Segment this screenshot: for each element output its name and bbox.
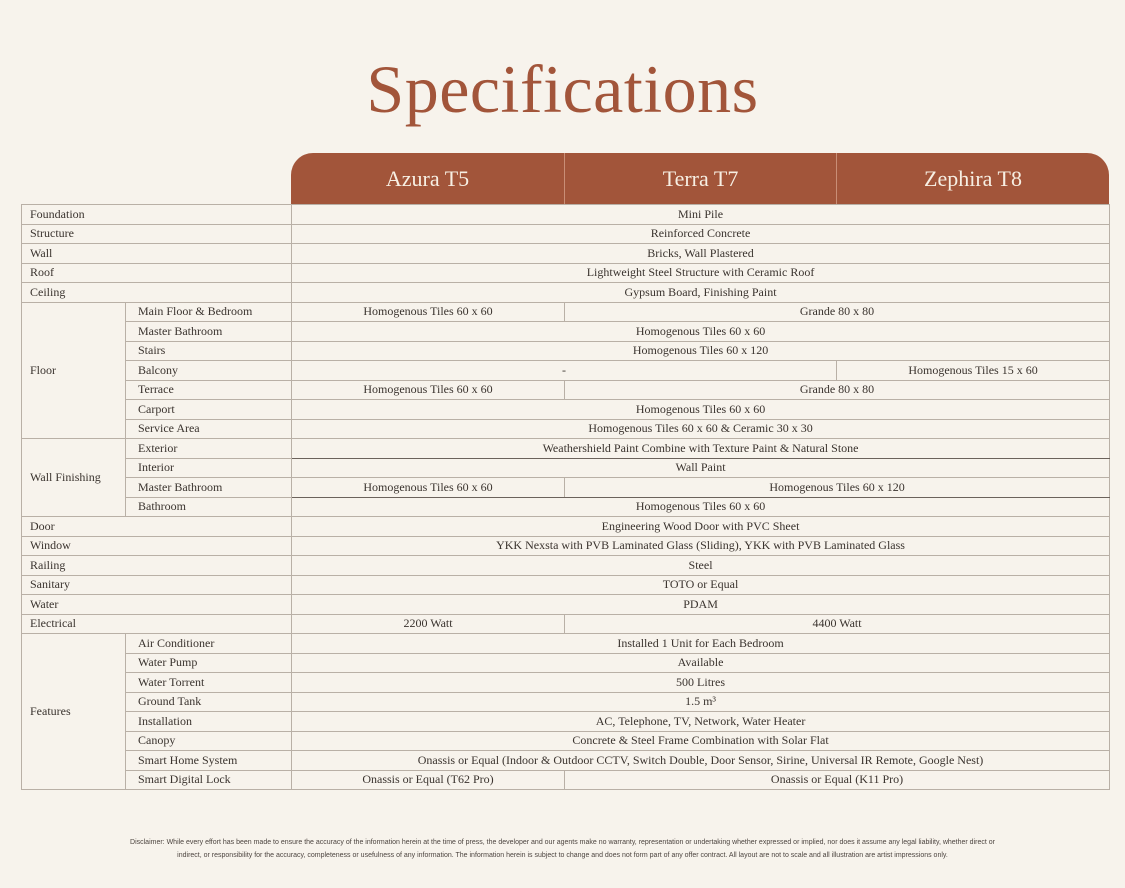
value-exterior: Weathershield Paint Combine with Texture Paint & Natural Stone (292, 439, 1110, 459)
table-row (22, 283, 1110, 303)
table-row (22, 302, 1110, 322)
value-installation: AC, Telephone, TV, Network, Water Heater (292, 712, 1110, 732)
table-row (22, 712, 1110, 732)
disclaimer-line-2: indirect, or responsibility for the accuracy, completeness or usefulness of any information. The information herein is subject to change and does not form part of any offer contract. All layout are not to scale and all illustration are artist impressions only. (177, 852, 948, 859)
value-main-floor-others: Grande 80 x 80 (565, 302, 1110, 322)
value-stairs: Homogenous Tiles 60 x 120 (292, 341, 1110, 361)
row-label-ceiling: Ceiling (22, 283, 292, 303)
table-row (22, 770, 1110, 790)
category-floor: Floor (22, 302, 126, 439)
table-row (22, 634, 1110, 654)
row-label-window: Window (22, 536, 292, 556)
row-label-wall: Wall (22, 244, 292, 264)
value-electrical-others: 4400 Watt (565, 614, 1110, 634)
table-row (22, 575, 1110, 595)
value-foundation: Mini Pile (292, 205, 1110, 225)
column-header-zephira: Zephira T8 (836, 153, 1109, 205)
row-label-roof: Roof (22, 263, 292, 283)
value-smart-lock-azura: Onassis or Equal (T62 Pro) (292, 770, 565, 790)
table-row (22, 380, 1110, 400)
table-row (22, 263, 1110, 283)
row-label-balcony: Balcony (126, 361, 292, 381)
row-label-foundation: Foundation (22, 205, 292, 225)
table-row (22, 517, 1110, 537)
table-row (22, 400, 1110, 420)
table-row (22, 361, 1110, 381)
row-label-carport: Carport (126, 400, 292, 420)
value-water: PDAM (292, 595, 1110, 615)
row-label-ground-tank: Ground Tank (126, 692, 292, 712)
value-water-torrent: 500 Litres (292, 673, 1110, 693)
value-door: Engineering Wood Door with PVC Sheet (292, 517, 1110, 537)
value-carport: Homogenous Tiles 60 x 60 (292, 400, 1110, 420)
row-label-smart-lock: Smart Digital Lock (126, 770, 292, 790)
row-label-master-bathroom-floor: Master Bathroom (126, 322, 292, 342)
value-master-bathroom-floor: Homogenous Tiles 60 x 60 (292, 322, 1110, 342)
row-label-service-area: Service Area (126, 419, 292, 439)
value-terrace-azura: Homogenous Tiles 60 x 60 (292, 380, 565, 400)
value-interior: Wall Paint (292, 458, 1110, 478)
value-ground-tank: 1.5 m³ (292, 692, 1110, 712)
value-window: YKK Nexsta with PVB Laminated Glass (Sliding), YKK with PVB Laminated Glass (292, 536, 1110, 556)
category-features: Features (22, 634, 126, 790)
category-wall-finishing: Wall Finishing (22, 439, 126, 517)
table-row (22, 536, 1110, 556)
table-row (22, 653, 1110, 673)
value-air-conditioner: Installed 1 Unit for Each Bedroom (292, 634, 1110, 654)
value-smart-home: Onassis or Equal (Indoor & Outdoor CCTV, Switch Double, Door Sensor, Sirine, Universal IR Remote, Google Nest) (292, 751, 1110, 771)
value-balcony-azura-terra: - (292, 361, 837, 381)
row-label-installation: Installation (126, 712, 292, 732)
value-water-pump: Available (292, 653, 1110, 673)
row-label-door: Door (22, 517, 292, 537)
value-structure: Reinforced Concrete (292, 224, 1110, 244)
row-label-water-torrent: Water Torrent (126, 673, 292, 693)
table-row (22, 205, 1110, 225)
table-row (22, 497, 1110, 517)
row-label-electrical: Electrical (22, 614, 292, 634)
table-row (22, 244, 1110, 264)
table-row (22, 458, 1110, 478)
row-label-stairs: Stairs (126, 341, 292, 361)
row-label-water: Water (22, 595, 292, 615)
row-label-canopy: Canopy (126, 731, 292, 751)
row-label-air-conditioner: Air Conditioner (126, 634, 292, 654)
value-sanitary: TOTO or Equal (292, 575, 1110, 595)
value-wall: Bricks, Wall Plastered (292, 244, 1110, 264)
table-header (291, 153, 1109, 205)
value-service-area: Homogenous Tiles 60 x 60 & Ceramic 30 x 30 (292, 419, 1110, 439)
value-electrical-azura: 2200 Watt (292, 614, 565, 634)
specifications-table (21, 204, 1110, 790)
table-row (22, 341, 1110, 361)
row-label-terrace: Terrace (126, 380, 292, 400)
value-smart-lock-others: Onassis or Equal (K11 Pro) (565, 770, 1110, 790)
row-label-smart-home: Smart Home System (126, 751, 292, 771)
value-canopy: Concrete & Steel Frame Combination with Solar Flat (292, 731, 1110, 751)
row-label-railing: Railing (22, 556, 292, 576)
table-row (22, 673, 1110, 693)
table-row (22, 692, 1110, 712)
table-row (22, 614, 1110, 634)
row-label-interior: Interior (126, 458, 292, 478)
value-master-bathroom-wall-others: Homogenous Tiles 60 x 120 (565, 478, 1110, 498)
table-row (22, 224, 1110, 244)
disclaimer (60, 836, 1065, 862)
table-row (22, 322, 1110, 342)
table-row (22, 595, 1110, 615)
row-label-water-pump: Water Pump (126, 653, 292, 673)
table-row (22, 478, 1110, 498)
value-roof: Lightweight Steel Structure with Ceramic Roof (292, 263, 1110, 283)
table-row (22, 419, 1110, 439)
row-label-main-floor: Main Floor & Bedroom (126, 302, 292, 322)
value-terrace-others: Grande 80 x 80 (565, 380, 1110, 400)
table-row (22, 439, 1110, 459)
value-ceiling: Gypsum Board, Finishing Paint (292, 283, 1110, 303)
row-label-structure: Structure (22, 224, 292, 244)
row-label-exterior: Exterior (126, 439, 292, 459)
table-row (22, 751, 1110, 771)
page-title: Specifications (366, 51, 759, 127)
value-balcony-zephira: Homogenous Tiles 15 x 60 (837, 361, 1110, 381)
value-main-floor-azura: Homogenous Tiles 60 x 60 (292, 302, 565, 322)
row-label-master-bathroom-wall: Master Bathroom (126, 478, 292, 498)
column-header-azura: Azura T5 (385, 166, 470, 191)
table-row (22, 731, 1110, 751)
table-row (22, 556, 1110, 576)
row-label-bathroom: Bathroom (126, 497, 292, 517)
disclaimer-line-1: Disclaimer: While every effort has been made to ensure the accuracy of the information herein at the time of press, the developer and our agents make no warranty, representation or undertaking whether expressed or implied, nor does it assume any legal liability, whether direct or (130, 839, 995, 846)
row-label-sanitary: Sanitary (22, 575, 292, 595)
column-header-terra: Terra T7 (564, 153, 836, 205)
value-bathroom: Homogenous Tiles 60 x 60 (292, 497, 1110, 517)
value-railing: Steel (292, 556, 1110, 576)
value-master-bathroom-wall-azura: Homogenous Tiles 60 x 60 (292, 478, 565, 498)
